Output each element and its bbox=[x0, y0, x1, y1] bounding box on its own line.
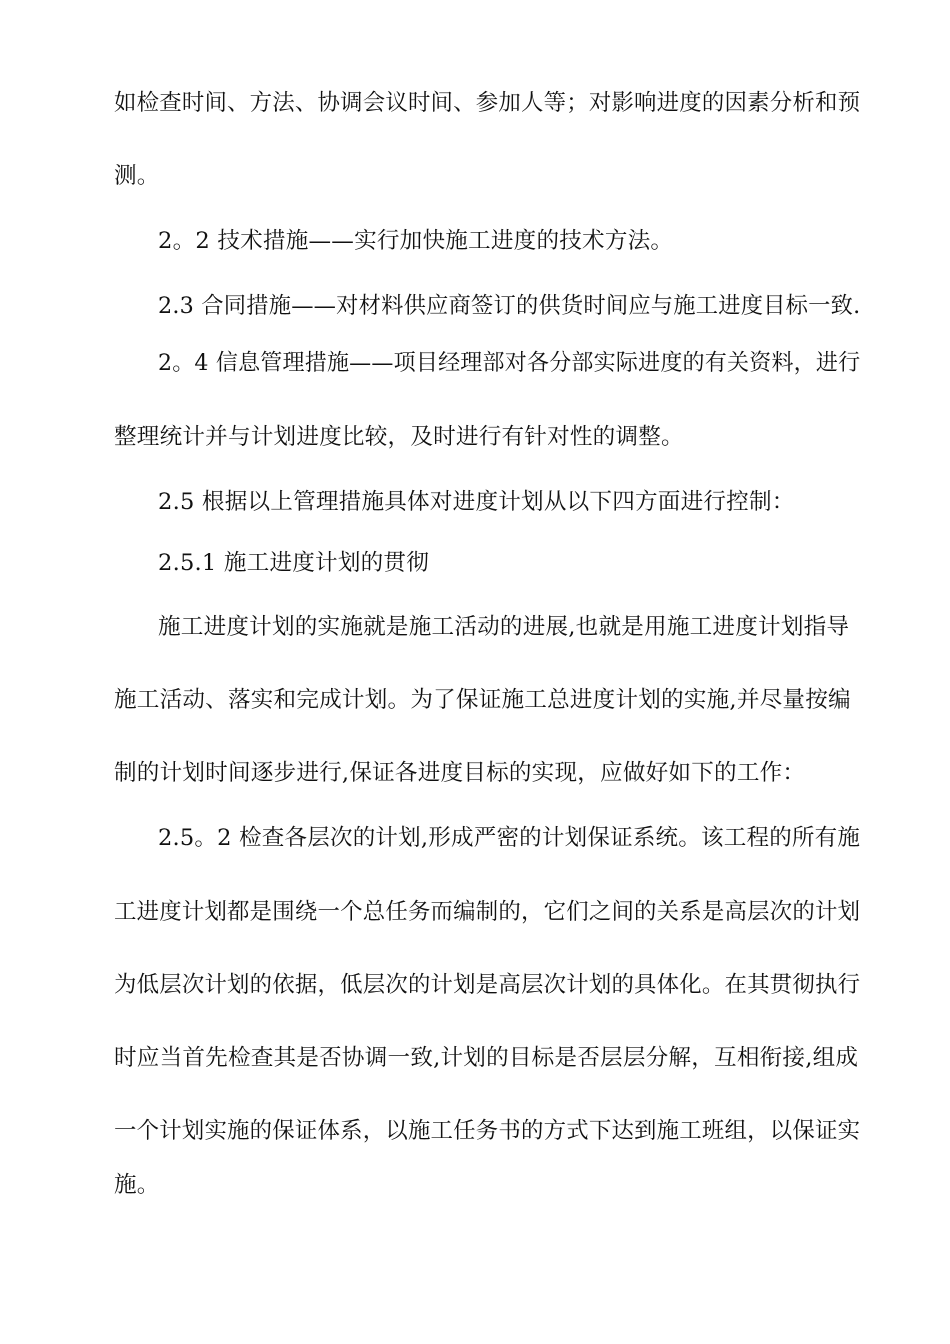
section-2-5-1-heading: 2.5.1 施工进度计划的贯彻 bbox=[158, 550, 430, 576]
section-2-2-line: 2。2 技术措施——实行加快施工进度的技术方法。 bbox=[158, 228, 674, 254]
text-line: 一个计划实施的保证体系，以施工任务书的方式下达到施工班组，以保证实 bbox=[114, 1118, 861, 1144]
text-line: 测。 bbox=[114, 163, 160, 189]
text-line: 施。 bbox=[114, 1172, 160, 1198]
text-line: 为低层次计划的依据，低层次的计划是高层次计划的具体化。在其贯彻执行 bbox=[114, 972, 861, 998]
text-line: 制的计划时间逐步进行,保证各进度目标的实现，应做好如下的工作： bbox=[114, 760, 806, 786]
text-line: 如检查时间、方法、协调会议时间、参加人等；对影响进度的因素分析和预 bbox=[114, 90, 861, 116]
text-line: 时应当首先检查其是否协调一致,计划的目标是否层层分解，互相衔接,组成 bbox=[114, 1045, 859, 1071]
section-2-3-line: 2.3 合同措施——对材料供应商签订的供货时间应与施工进度目标一致. bbox=[158, 293, 861, 319]
text-line: 施工进度计划的实施就是施工活动的进展,也就是用施工进度计划指导 bbox=[158, 614, 850, 640]
text-line: 工进度计划都是围绕一个总任务而编制的，它们之间的关系是高层次的计划 bbox=[114, 899, 861, 925]
text-line: 施工活动、落实和完成计划。为了保证施工总进度计划的实施,并尽量按编 bbox=[114, 687, 851, 713]
text-line: 整理统计并与计划进度比较，及时进行有针对性的调整。 bbox=[114, 424, 684, 450]
section-2-5-2-line: 2.5。2 检查各层次的计划,形成严密的计划保证系统。该工程的所有施 bbox=[158, 825, 861, 851]
section-2-5-line: 2.5 根据以上管理措施具体对进度计划从以下四方面进行控制： bbox=[158, 489, 795, 515]
section-2-4-line: 2。4 信息管理措施——项目经理部对各分部实际进度的有关资料，进行 bbox=[158, 350, 861, 376]
